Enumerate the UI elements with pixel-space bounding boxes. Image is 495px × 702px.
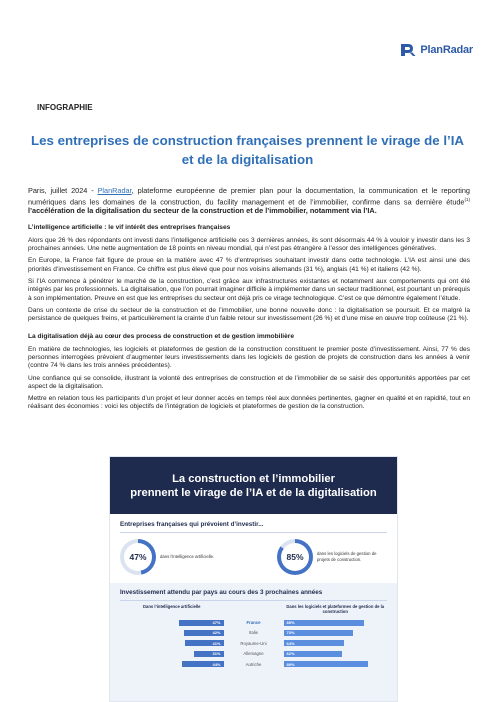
ai-bar: 44%: [182, 661, 224, 667]
country-name: Autriche: [245, 661, 262, 667]
country-row: [120, 617, 387, 627]
country-rows: [120, 617, 387, 669]
kpi-value: 47%: [124, 543, 152, 571]
country-row: [120, 659, 387, 669]
section1-paragraph: Si l’IA commence à pénétrer le marché de la construction, c’est grâce aux infrastructures existantes et notamment aux comportements qui ont été intégrés par les professionnels. La digitalisation, que l’on pourrait imaginer difficile à implémenter dans un secteur traditionnel, est pourtant un prérequis à son implémentation. Preuve en est que les entreprises du secteur ont déjà pris ce virage technologique. C’est ce que démontre également l’étude.: [28, 277, 470, 302]
document-label: INFOGRAPHIE: [37, 103, 93, 112]
software-bar: 73%: [284, 630, 353, 636]
donut-ring: [277, 539, 313, 575]
kpi-section: [110, 514, 397, 575]
col-header-ai: Dans l’intelligence artificielle: [143, 604, 201, 609]
planradar-logo-icon: [400, 43, 416, 57]
section2-heading: La digitalisation déjà au cœur des process de construction et de gestion immobilière: [28, 333, 295, 341]
divider: [120, 600, 387, 601]
logo-wordmark: PlanRadar: [420, 44, 473, 56]
kpi-value: 85%: [281, 543, 309, 571]
lead-bold: l’accélération de la digitalisation du secteur de la construction et de l’immobilier, notamment via l’IA.: [28, 206, 377, 216]
kpi-label: dans l’intelligence artificielle.: [160, 554, 215, 560]
software-bar: 85%: [284, 620, 365, 626]
divider: [120, 532, 387, 533]
country-row: [120, 638, 387, 648]
country-name: France: [246, 620, 261, 626]
section2-paragraph: Mettre en relation tous les participants d’un projet et leur donner accès en temps réel aux données pertinentes, gagner en qualité et en rapidité, tout en réalisant des économies : voici les objectifs de l’intégration de logiciels et plateformes de gestion de la construction.: [28, 395, 470, 411]
banner-line2: prennent le virage de l’IA et de la digitalisation: [130, 487, 377, 499]
ai-bar: 42%: [184, 630, 224, 636]
infographic-banner: [110, 457, 397, 514]
lead-paragraph: [28, 186, 470, 215]
ai-bar: 41%: [185, 640, 224, 646]
planradar-logo: [400, 43, 473, 57]
table-title: Investissement attendu par pays au cours des 3 prochaines années: [120, 589, 323, 596]
section1-paragraph: En Europe, la France fait figure de proue en la matière avec 47 % d’entreprises souhaitant investir dans cette technologie. L’IA est ainsi une des priorités d’investissement en France. Ce chiffre est plus élevé que pour nos voisins allemands (31 %), anglais (41 %) et italiens (42 %).: [28, 257, 470, 273]
lead-prefix: Paris, juillet 2024 -: [28, 186, 98, 195]
banner-line1: La construction et l’immobilier: [172, 473, 335, 485]
kpi-label: dans les logiciels de gestion de projets de construction.: [317, 551, 377, 562]
country-name: Italie: [248, 630, 259, 636]
kpi-software: [277, 539, 387, 575]
document-body: [28, 186, 470, 416]
lead-text: , plateforme européenne de premier plan pour la documentation, la communication et le reporting numériques dans les domaines de la construction, du facility management et de l’immobilier, confirme dans sa dernière étude: [28, 186, 470, 207]
country-row: [120, 628, 387, 638]
section2-paragraph: Une confiance qui se consolide, illustrant la volonté des entreprises de construction et de l’immobilier de se saisir des opportunités apportées par cet aspect de la digitalisation.: [28, 374, 470, 390]
country-name: Royaume-Uni: [240, 640, 267, 646]
software-bar: 62%: [284, 651, 343, 657]
software-bar: 64%: [284, 640, 345, 646]
kpi-title: Entreprises françaises qui prévoient d’investir...: [120, 521, 264, 528]
country-row: [120, 649, 387, 659]
kpi-ai: [120, 539, 230, 575]
footnote-ref: (1): [464, 197, 470, 202]
section1-heading: L’intelligence artificielle : le vif intérêt des entreprises françaises: [28, 224, 231, 232]
country-table: [110, 583, 397, 702]
country-name: Allemagne: [243, 651, 264, 657]
planradar-link[interactable]: PlanRadar: [97, 186, 132, 195]
donut-ring: [120, 539, 156, 575]
section1-paragraph: Alors que 26 % des répondants ont investi dans l’intelligence artificielle ces 3 dernières années, ils sont désormais 44 % à vouloir y investir dans les 3 prochaines années. Une nette augmentation de 18 points en niveau mondial, qui n’est pas étrangère à l’essor des intelligences génératives.: [28, 236, 470, 253]
section2-paragraph: En matière de technologies, les logiciels et plateformes de gestion de la construction constituent le premier poste d’investissement. Ainsi, 77 % des personnes interrogées prévoient d’augmenter leurs investissements dans les logiciels de gestion de projets de construction dans les années à venir (contre 74 % dans les trois années précédentes).: [28, 345, 470, 370]
software-bar: 89%: [284, 661, 369, 667]
section1-paragraph: Dans un contexte de crise du secteur de la construction et de l’immobilier, une bonne nouvelle donc : la digitalisation se poursuit. Et ce malgré la persistance de quelques freins, et particulièrement la crainte d’un faible retour sur investissement (26 %) et d’une mise en œuvre trop coûteuse (21 %).: [28, 306, 470, 323]
ai-bar: 31%: [194, 651, 223, 657]
infographic: [109, 456, 398, 702]
page-title: Les entreprises de construction françaises prennent le virage de l’IA et de la digitalisation: [30, 133, 465, 167]
col-header-software: Dans les logiciels et plateformes de gestion de la construction: [286, 604, 385, 615]
ai-bar: 47%: [179, 620, 224, 626]
